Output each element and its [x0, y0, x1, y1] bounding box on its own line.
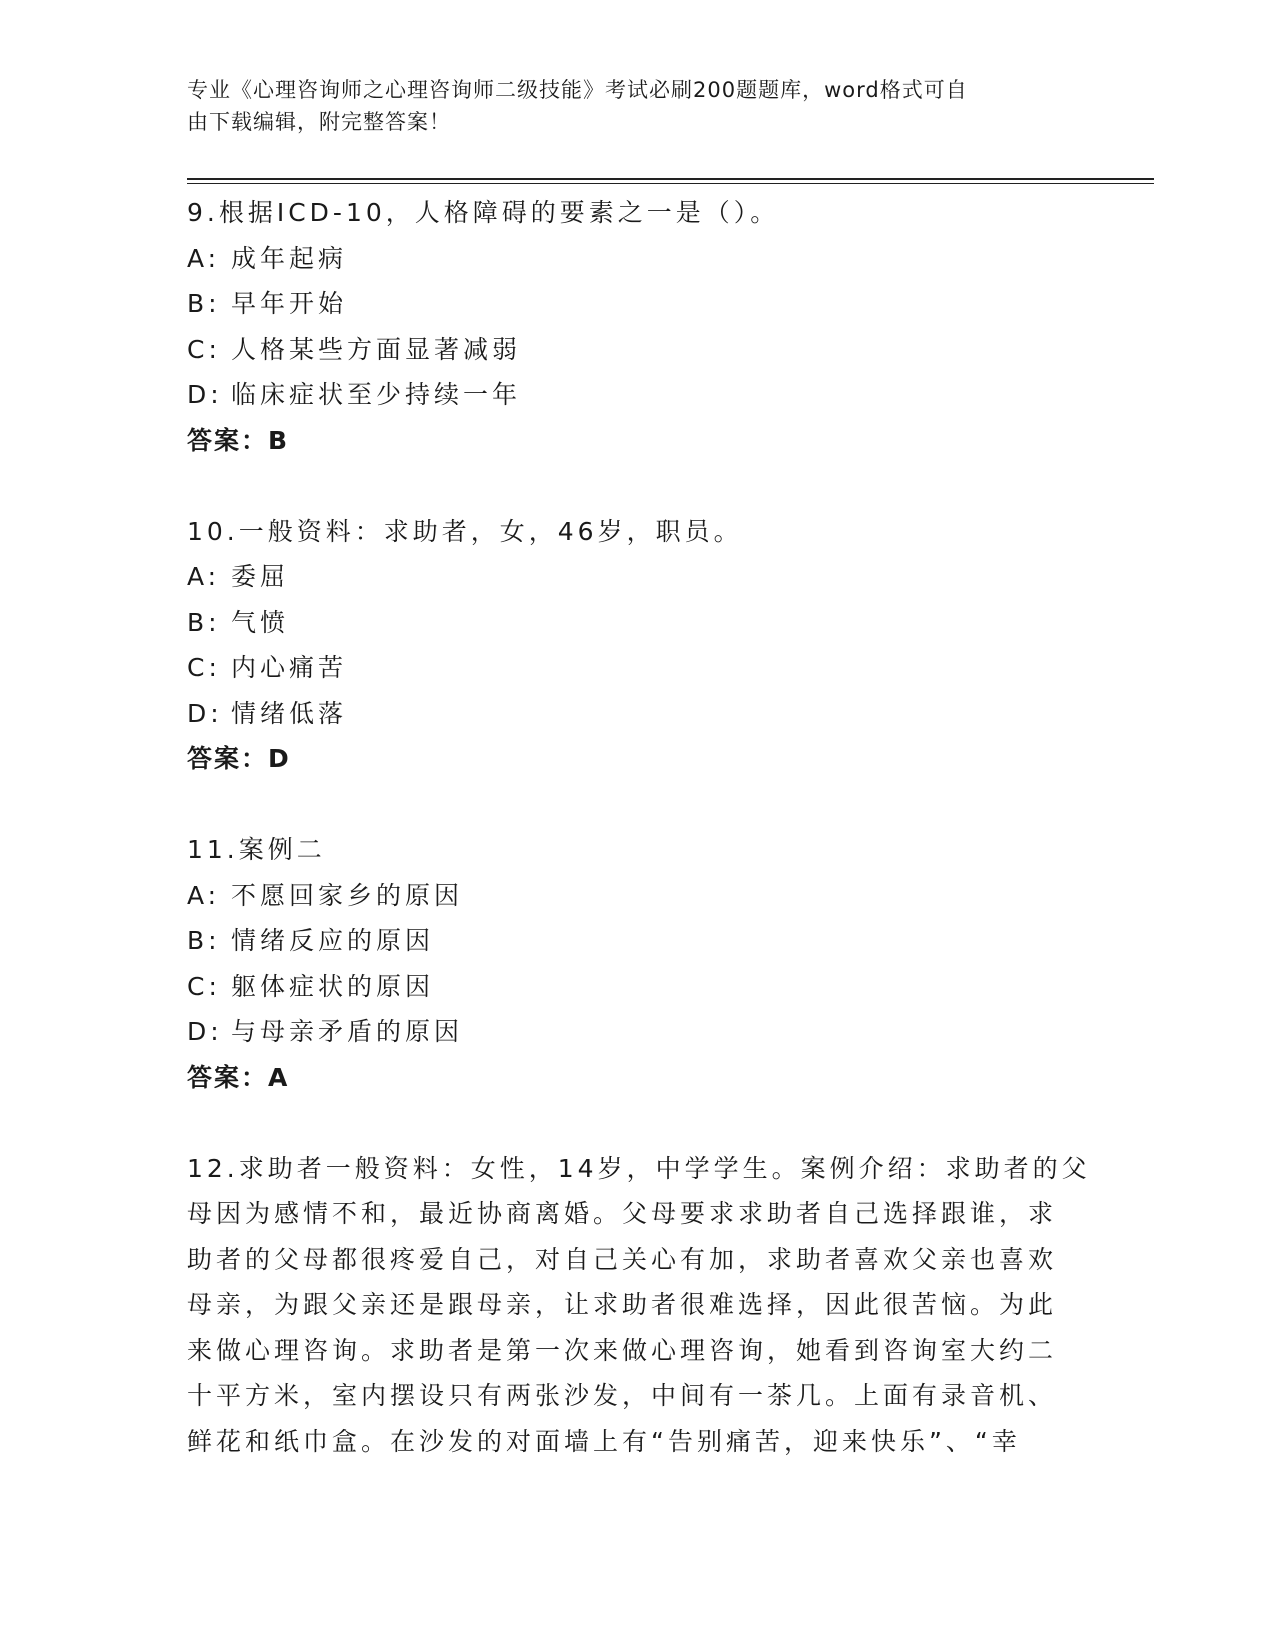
header-divider: [187, 178, 1154, 180]
option-label: B:: [187, 607, 221, 637]
option-text: 人格某些方面显著减弱: [231, 334, 522, 364]
option-a: [187, 554, 1087, 600]
option-label: D:: [187, 1017, 223, 1046]
option-c: [187, 327, 1087, 373]
option-text: 情绪低落: [231, 698, 348, 728]
option-c: [187, 645, 1087, 691]
option-d: [187, 1009, 1087, 1055]
option-d: [187, 691, 1087, 737]
question-list: [187, 190, 1091, 1464]
question-11: [187, 827, 1087, 1100]
option-text: 临床症状至少持续一年: [231, 380, 522, 409]
question-12-line-1: 12.求助者一般资料：女性，14岁，中学学生。案例介绍：求助者的父: [187, 1153, 1091, 1183]
option-c: [187, 964, 1087, 1010]
question-10: [187, 509, 1087, 782]
question-12-line-6: 十平方米，室内摆设只有两张沙发，中间有一茶几。上面有录音机、: [187, 1381, 1058, 1410]
question-12-line-5: 来做心理咨询。求助者是第一次来做心理咨询，她看到咨询室大约二: [187, 1335, 1058, 1365]
option-b: [187, 918, 1087, 964]
spacer: [187, 463, 1087, 509]
option-text: 与母亲矛盾的原因: [231, 1017, 464, 1046]
option-text: 气愤: [231, 607, 290, 637]
option-text: 不愿回家乡的原因: [231, 880, 464, 910]
option-label: A:: [187, 562, 221, 591]
option-label: A:: [187, 243, 221, 273]
option-label: B:: [187, 926, 221, 955]
option-label: C:: [187, 971, 221, 1001]
option-label: D:: [187, 698, 223, 728]
question-9: [187, 190, 1087, 463]
option-text: 躯体症状的原因: [231, 971, 435, 1001]
option-b: [187, 600, 1087, 646]
option-label: A:: [187, 880, 221, 910]
option-label: B:: [187, 289, 221, 318]
option-label: D:: [187, 380, 223, 409]
question-12-line-7: 鲜花和纸巾盒。在沙发的对面墙上有“告别痛苦，迎来快乐”、“幸: [187, 1426, 1021, 1456]
answer: 答案：B: [187, 425, 290, 455]
question-stem: 9.根据ICD-10，人格障碍的要素之一是（）。: [187, 198, 780, 227]
document-header: [187, 74, 1067, 138]
option-text: 早年开始: [231, 289, 348, 318]
question-12-line-2: 母因为感情不和，最近协商离婚。父母要求求助者自己选择跟谁，求: [187, 1199, 1058, 1228]
header-line-2: 由下载编辑，附完整答案！: [187, 110, 451, 134]
question-12: [187, 1146, 1091, 1465]
header-line-1: 专业《心理咨询师之心理咨询师二级技能》考试必刷200题题库，word格式可自: [187, 78, 968, 102]
option-text: 委屈: [231, 562, 290, 591]
option-text: 内心痛苦: [231, 653, 348, 682]
option-text: 成年起病: [231, 243, 348, 273]
option-b: [187, 281, 1087, 327]
question-stem: 10.一般资料：求助者，女，46岁，职员。: [187, 516, 743, 546]
question-12-line-4: 母亲，为跟父亲还是跟母亲，让求助者很难选择，因此很苦恼。为此: [187, 1290, 1058, 1319]
option-label: C:: [187, 334, 221, 364]
option-label: C:: [187, 653, 221, 682]
option-a: [187, 236, 1087, 282]
option-text: 情绪反应的原因: [231, 926, 435, 955]
header-divider-thin: [187, 183, 1154, 184]
question-12-line-3: 助者的父母都很疼爱自己，对自己关心有加，求助者喜欢父亲也喜欢: [187, 1244, 1058, 1274]
answer: 答案：A: [187, 1062, 290, 1092]
answer: 答案：D: [187, 744, 291, 773]
question-stem: 11.案例二: [187, 835, 326, 864]
spacer: [187, 782, 1087, 828]
spacer: [187, 1100, 1087, 1146]
option-a: [187, 873, 1087, 919]
option-d: [187, 372, 1087, 418]
